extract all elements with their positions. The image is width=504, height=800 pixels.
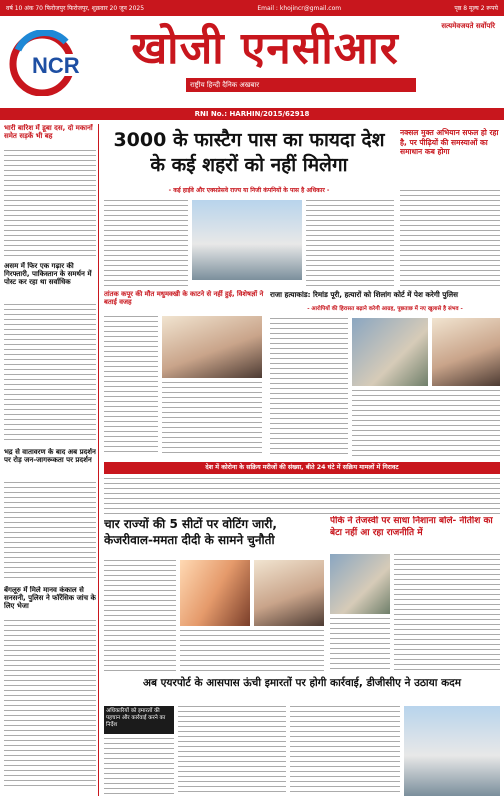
right-top-body xyxy=(400,190,500,286)
svg-text:NCR: NCR xyxy=(32,53,80,78)
left-body-2 xyxy=(4,304,96,444)
story4-photo-1 xyxy=(180,560,250,626)
story3-body-2 xyxy=(352,390,500,458)
column-divider xyxy=(98,124,99,796)
story2-body-2 xyxy=(162,382,262,456)
story3-photo-2 xyxy=(432,318,500,386)
left-column xyxy=(4,124,96,796)
story5-body xyxy=(394,554,500,672)
bottom-body-2 xyxy=(178,706,286,796)
story3-headline: राजा हत्याकांड: रिमांड पूरी, हत्यारों को शिलांग कोर्ट में पेश करेगी पुलिस xyxy=(270,290,458,299)
left-body-4 xyxy=(4,620,96,790)
lead-body-left xyxy=(104,200,188,286)
newspaper-title: खोजी एनसीआर xyxy=(131,23,399,74)
story3-body xyxy=(270,318,348,458)
toll-plaza-photo xyxy=(192,200,302,280)
left-body-1 xyxy=(4,150,96,258)
story2-headline: तांतक कपूर की मौत मधुमक्खी के काटने से नहीं हुई, विशेषज्ञों ने बताई वजह xyxy=(104,290,264,306)
story5-photo xyxy=(330,554,390,614)
left-headline-2: असम में फिर एक गढ़ार की गिरफ्तारी, पाकिस्तान के समर्थन में पोस्ट कर रहा था सर्वाधिक xyxy=(4,262,92,286)
lead-subhead: - कई हाईवे और एक्सप्रेसवे राज्य या निजी कंपनियों के पास है अधिकार - xyxy=(168,187,330,194)
lead-body-right xyxy=(306,200,394,286)
top-info-bar xyxy=(0,0,504,16)
right-top-headline: नक्सल मुक्त अभियान सफल हो रहा है, पर पीढ़ियों की समस्याओं का समाधान कब होगा xyxy=(400,128,499,156)
bottom-body-3 xyxy=(290,706,400,796)
price-info: पृष्ठ 8 मूल्य 2 रूपये xyxy=(454,5,498,12)
lead-headline: 3000 के फास्टैग पास का फायदा देश के कई शहरों को नहीं मिलेगा xyxy=(113,129,385,176)
covid-banner: देश में कोरोना के सक्रिय मरीजों की संख्या, बीते 24 घंटे में सक्रिय मामलों में गिरावट xyxy=(104,462,500,474)
bottom-headline: अब एयरपोर्ट के आसपास ऊंची इमारतों पर होगी कार्रवाई, डीजीसीए ने उठाया कदम xyxy=(142,677,462,689)
story4-photo-2 xyxy=(254,560,324,626)
sub-tagline: राष्ट्रीय हिन्दी दैनिक अखबार xyxy=(186,78,416,92)
banner-body xyxy=(104,478,500,514)
story3-subhead: - आरोपियों की हिरासत बढ़ाने करेगी आग्रह, पूछताछ में नए खुलासे है संभव - xyxy=(307,306,463,312)
story5-body-2 xyxy=(330,618,390,672)
left-headline-4: बेंगलूरु में मिले मानव कंकाल से सनसनी, पुलिस ने फॉरेंसिक जांच के लिए भेजा xyxy=(4,586,96,610)
email-text: Email : khojincr@gmail.com xyxy=(257,4,342,12)
bottom-body-1 xyxy=(104,738,174,796)
ncr-logo xyxy=(8,30,96,96)
airport-photo xyxy=(404,706,500,796)
story2-body xyxy=(104,316,158,456)
story4-body-2 xyxy=(180,630,324,672)
issue-info: वर्ष 10 अंक 70 फिरोजपुर फिरोजपुर, शुक्रवार 20 जून 2025 xyxy=(6,5,145,12)
left-body-3 xyxy=(4,482,96,582)
rni-number: RNI No.: HARHIN/2015/62918 xyxy=(0,108,504,120)
story5-headline: पीके ने तेजस्वी पर साधा निशाना बोले- नीतीश का बेटा नहीं आ रहा राजनीति में xyxy=(330,516,493,538)
story3-photo xyxy=(352,318,428,386)
story4-headline: चार राज्यों की 5 सीटों पर वोटिंग जारी, केजरीवाल-ममता दीदी के सामने चुनौती xyxy=(104,517,277,547)
tagline: सत्यमेवजयते सर्वोपरि xyxy=(441,22,495,30)
left-headline-1: भारी बारिश में डूबा दस, दो मकानों समेत सड़कें भी बह xyxy=(4,124,93,140)
left-headline-3: भद्र से वातावरण के बाद अब प्रदर्शन पर रोड़ जन-जागरूकता पर प्रदर्शन xyxy=(4,448,96,464)
story2-photo xyxy=(162,316,262,378)
story4-body xyxy=(104,560,176,672)
bottom-highlight-box: अधिकारियों को इमारतों की पहचान और कार्रवाई करने का निर्देश xyxy=(104,706,174,734)
